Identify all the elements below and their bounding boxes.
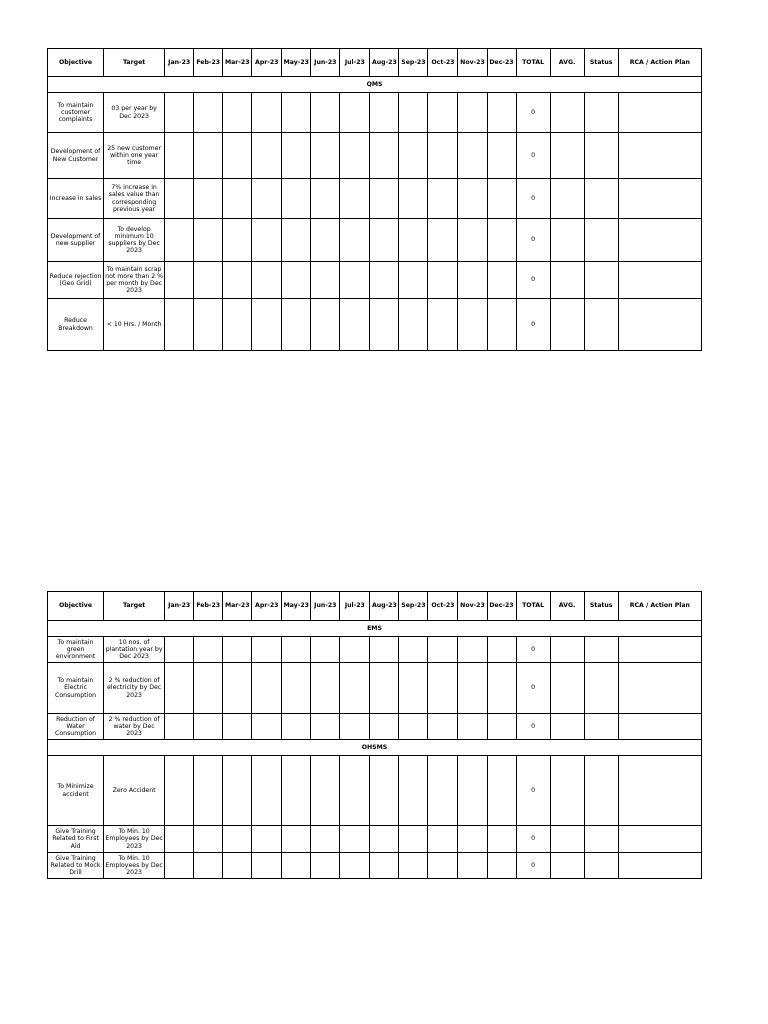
month-cell[interactable] [428,826,458,853]
month-cell[interactable] [428,219,458,262]
month-cell[interactable] [340,714,370,740]
month-cell[interactable] [487,299,516,351]
month-cell[interactable] [311,714,340,740]
month-cell[interactable] [370,826,399,853]
header-cell: TOTAL [516,49,550,77]
header-cell: Status [584,592,618,621]
month-cell[interactable] [340,853,370,879]
month-cell[interactable] [428,853,458,879]
objective-cell: Development of new supplier [48,219,104,262]
month-cell[interactable] [428,663,458,714]
avg-cell[interactable] [550,262,584,299]
month-cell[interactable] [194,853,223,879]
avg-cell[interactable] [550,826,584,853]
month-cell[interactable] [399,714,428,740]
month-cell[interactable] [311,663,340,714]
objective-cell: To maintain green environment [48,637,104,663]
month-cell[interactable] [340,262,370,299]
section-title: EMS [48,621,702,637]
header-cell: Status [584,49,618,77]
target-cell: 2 % reduction of electricity by Dec 2023 [104,663,165,714]
month-cell[interactable] [165,663,194,714]
month-cell[interactable] [223,133,252,179]
objective-cell: Give Training Related to First Aid [48,826,104,853]
table-row [48,133,702,179]
avg-cell[interactable] [550,179,584,219]
table-row [48,179,702,219]
month-cell[interactable] [340,637,370,663]
month-cell[interactable] [370,663,399,714]
month-cell[interactable] [282,714,311,740]
status-cell[interactable] [584,93,618,133]
month-cell[interactable] [311,262,340,299]
status-cell[interactable] [584,663,618,714]
objective-cell: Reduction of Water Consumption [48,714,104,740]
status-cell[interactable] [584,219,618,262]
month-cell[interactable] [165,756,194,826]
header-cell: Jan-23 [165,592,194,621]
month-cell[interactable] [458,133,487,179]
month-cell[interactable] [399,93,428,133]
month-cell[interactable] [311,826,340,853]
month-cell[interactable] [194,133,223,179]
month-cell[interactable] [428,179,458,219]
objective-cell: To Minimize accident [48,756,104,826]
month-cell[interactable] [282,219,311,262]
header-cell: AVG. [550,592,584,621]
header-cell: Feb-23 [194,49,223,77]
header-cell: Aug-23 [370,49,399,77]
month-cell[interactable] [194,262,223,299]
avg-cell[interactable] [550,93,584,133]
month-cell[interactable] [223,853,252,879]
month-cell[interactable] [194,93,223,133]
header-cell: Apr-23 [252,592,282,621]
objective-cell: Development of New Customer [48,133,104,179]
header-cell: Jul-23 [340,49,370,77]
total-cell: 0 [516,93,550,133]
month-cell[interactable] [282,133,311,179]
table-row [48,637,702,663]
month-cell[interactable] [428,756,458,826]
month-cell[interactable] [487,826,516,853]
month-cell[interactable] [282,637,311,663]
month-cell[interactable] [223,756,252,826]
month-cell[interactable] [370,179,399,219]
month-cell[interactable] [399,756,428,826]
month-cell[interactable] [311,93,340,133]
target-cell: 10 nos. of plantation year by Dec 2023 [104,637,165,663]
month-cell[interactable] [311,133,340,179]
month-cell[interactable] [399,179,428,219]
target-cell: 7% increase in sales value than corresponding previous year [104,179,165,219]
status-cell[interactable] [584,756,618,826]
avg-cell[interactable] [550,756,584,826]
month-cell[interactable] [370,133,399,179]
section-row [48,740,702,756]
month-cell[interactable] [487,853,516,879]
month-cell[interactable] [282,853,311,879]
header-cell: Feb-23 [194,592,223,621]
objectives-table-qms [47,48,702,351]
avg-cell[interactable] [550,133,584,179]
total-cell: 0 [516,133,550,179]
status-cell[interactable] [584,299,618,351]
header-cell: Jun-23 [311,592,340,621]
objective-cell: To maintain customer complaints [48,93,104,133]
month-cell[interactable] [428,93,458,133]
month-cell[interactable] [252,663,282,714]
avg-cell[interactable] [550,299,584,351]
table-row [48,714,702,740]
month-cell[interactable] [252,179,282,219]
table-row [48,299,702,351]
month-cell[interactable] [194,714,223,740]
total-cell: 0 [516,663,550,714]
action-plan-cell[interactable] [618,299,701,351]
month-cell[interactable] [340,826,370,853]
target-cell: To Min. 10 Employees by Dec 2023 [104,826,165,853]
action-plan-cell[interactable] [618,756,701,826]
month-cell[interactable] [487,262,516,299]
table-row [48,219,702,262]
table-row [48,93,702,133]
action-plan-cell[interactable] [618,826,701,853]
month-cell[interactable] [370,93,399,133]
month-cell[interactable] [370,299,399,351]
month-cell[interactable] [165,299,194,351]
month-cell[interactable] [370,262,399,299]
month-cell[interactable] [252,262,282,299]
header-cell: RCA / Action Plan [618,49,701,77]
month-cell[interactable] [165,826,194,853]
header-cell: Jun-23 [311,49,340,77]
table-row [48,756,702,826]
month-cell[interactable] [282,262,311,299]
total-cell: 0 [516,853,550,879]
header-cell: Oct-23 [428,49,458,77]
action-plan-cell[interactable] [618,219,701,262]
section-title: OHSMS [48,740,702,756]
month-cell[interactable] [399,853,428,879]
month-cell[interactable] [458,663,487,714]
status-cell[interactable] [584,714,618,740]
month-cell[interactable] [282,826,311,853]
header-cell: Mar-23 [223,592,252,621]
status-cell[interactable] [584,133,618,179]
header-cell: Target [104,49,165,77]
header-cell: AVG. [550,49,584,77]
month-cell[interactable] [428,133,458,179]
month-cell[interactable] [223,714,252,740]
header-cell: May-23 [282,49,311,77]
status-cell[interactable] [584,826,618,853]
month-cell[interactable] [194,299,223,351]
month-cell[interactable] [340,219,370,262]
avg-cell[interactable] [550,663,584,714]
month-cell[interactable] [458,179,487,219]
total-cell: 0 [516,637,550,663]
month-cell[interactable] [458,93,487,133]
month-cell[interactable] [223,179,252,219]
month-cell[interactable] [428,299,458,351]
month-cell[interactable] [399,262,428,299]
month-cell[interactable] [311,756,340,826]
header-cell: Apr-23 [252,49,282,77]
month-cell[interactable] [194,826,223,853]
month-cell[interactable] [282,179,311,219]
month-cell[interactable] [311,853,340,879]
month-cell[interactable] [223,826,252,853]
month-cell[interactable] [223,299,252,351]
month-cell[interactable] [252,299,282,351]
month-cell[interactable] [340,133,370,179]
header-cell: Nov-23 [458,592,487,621]
table-row [48,262,702,299]
action-plan-cell[interactable] [618,637,701,663]
month-cell[interactable] [340,663,370,714]
month-cell[interactable] [370,853,399,879]
target-cell: 03 per year by Dec 2023 [104,93,165,133]
month-cell[interactable] [282,299,311,351]
month-cell[interactable] [340,299,370,351]
header-cell: May-23 [282,592,311,621]
status-cell[interactable] [584,262,618,299]
total-cell: 0 [516,262,550,299]
header-row [48,592,702,621]
objective-cell: Reduce rejection (Geo Grid) [48,262,104,299]
month-cell[interactable] [252,853,282,879]
avg-cell[interactable] [550,853,584,879]
status-cell[interactable] [584,637,618,663]
month-cell[interactable] [194,219,223,262]
header-row [48,49,702,77]
month-cell[interactable] [223,93,252,133]
action-plan-cell[interactable] [618,663,701,714]
month-cell[interactable] [165,179,194,219]
header-cell: RCA / Action Plan [618,592,701,621]
objective-cell: Give Training Related to Mock Drill [48,853,104,879]
header-cell: Aug-23 [370,592,399,621]
header-cell: Jul-23 [340,592,370,621]
month-cell[interactable] [340,179,370,219]
month-cell[interactable] [458,714,487,740]
month-cell[interactable] [252,826,282,853]
target-cell: To Min. 10 Employees by Dec 2023 [104,853,165,879]
month-cell[interactable] [458,826,487,853]
month-cell[interactable] [223,637,252,663]
table-row [48,853,702,879]
month-cell[interactable] [311,637,340,663]
objective-cell: To maintain Electric Consumption [48,663,104,714]
total-cell: 0 [516,714,550,740]
total-cell: 0 [516,756,550,826]
month-cell[interactable] [165,714,194,740]
month-cell[interactable] [165,637,194,663]
header-cell: Target [104,592,165,621]
month-cell[interactable] [252,93,282,133]
month-cell[interactable] [458,853,487,879]
avg-cell[interactable] [550,714,584,740]
month-cell[interactable] [458,756,487,826]
table-row [48,826,702,853]
month-cell[interactable] [399,219,428,262]
header-cell: Sep-23 [399,49,428,77]
month-cell[interactable] [487,93,516,133]
month-cell[interactable] [458,637,487,663]
total-cell: 0 [516,179,550,219]
month-cell[interactable] [458,262,487,299]
month-cell[interactable] [252,756,282,826]
month-cell[interactable] [311,179,340,219]
month-cell[interactable] [165,93,194,133]
avg-cell[interactable] [550,219,584,262]
header-cell: Dec-23 [487,49,516,77]
month-cell[interactable] [194,756,223,826]
month-cell[interactable] [252,637,282,663]
month-cell[interactable] [311,299,340,351]
target-cell: 25 new customer within one year time [104,133,165,179]
month-cell[interactable] [487,663,516,714]
month-cell[interactable] [370,714,399,740]
month-cell[interactable] [487,637,516,663]
month-cell[interactable] [252,133,282,179]
month-cell[interactable] [428,637,458,663]
objectives-table-ems-ohsms [47,591,702,879]
month-cell[interactable] [282,756,311,826]
month-cell[interactable] [194,663,223,714]
objective-cell: Increase in sales [48,179,104,219]
target-cell: < 10 Hrs. / Month [104,299,165,351]
month-cell[interactable] [311,219,340,262]
objective-cell: Reduce Breakdown [48,299,104,351]
action-plan-cell[interactable] [618,262,701,299]
month-cell[interactable] [487,714,516,740]
header-cell: Oct-23 [428,592,458,621]
avg-cell[interactable] [550,637,584,663]
section-row [48,77,702,93]
month-cell[interactable] [252,714,282,740]
month-cell[interactable] [223,219,252,262]
month-cell[interactable] [399,637,428,663]
month-cell[interactable] [340,756,370,826]
action-plan-cell[interactable] [618,179,701,219]
header-cell: Jan-23 [165,49,194,77]
month-cell[interactable] [165,853,194,879]
total-cell: 0 [516,299,550,351]
header-cell: Mar-23 [223,49,252,77]
section-row [48,621,702,637]
header-cell: Objective [48,592,104,621]
total-cell: 0 [516,826,550,853]
month-cell[interactable] [282,663,311,714]
month-cell[interactable] [165,262,194,299]
header-cell: Sep-23 [399,592,428,621]
header-cell: Dec-23 [487,592,516,621]
month-cell[interactable] [340,93,370,133]
target-cell: Zero Accident [104,756,165,826]
action-plan-cell[interactable] [618,853,701,879]
month-cell[interactable] [370,637,399,663]
month-cell[interactable] [399,663,428,714]
month-cell[interactable] [370,219,399,262]
section-title: QMS [48,77,702,93]
month-cell[interactable] [487,133,516,179]
header-cell: Nov-23 [458,49,487,77]
month-cell[interactable] [165,133,194,179]
action-plan-cell[interactable] [618,133,701,179]
month-cell[interactable] [458,219,487,262]
action-plan-cell[interactable] [618,714,701,740]
action-plan-cell[interactable] [618,93,701,133]
header-cell: TOTAL [516,592,550,621]
month-cell[interactable] [487,219,516,262]
status-cell[interactable] [584,179,618,219]
month-cell[interactable] [252,219,282,262]
status-cell[interactable] [584,853,618,879]
month-cell[interactable] [487,756,516,826]
target-cell: 2 % reduction of water by Dec 2023 [104,714,165,740]
month-cell[interactable] [223,663,252,714]
month-cell[interactable] [370,756,399,826]
month-cell[interactable] [399,299,428,351]
month-cell[interactable] [223,262,252,299]
target-cell: To develop minimum 10 suppliers by Dec 2023 [104,219,165,262]
month-cell[interactable] [282,93,311,133]
month-cell[interactable] [194,179,223,219]
table-row [48,663,702,714]
month-cell[interactable] [428,262,458,299]
month-cell[interactable] [428,714,458,740]
month-cell[interactable] [165,219,194,262]
total-cell: 0 [516,219,550,262]
target-cell: To maintain scrap not more than 2 % per month by Dec 2023 [104,262,165,299]
header-cell: Objective [48,49,104,77]
month-cell[interactable] [458,299,487,351]
month-cell[interactable] [399,826,428,853]
month-cell[interactable] [399,133,428,179]
month-cell[interactable] [194,637,223,663]
month-cell[interactable] [487,179,516,219]
